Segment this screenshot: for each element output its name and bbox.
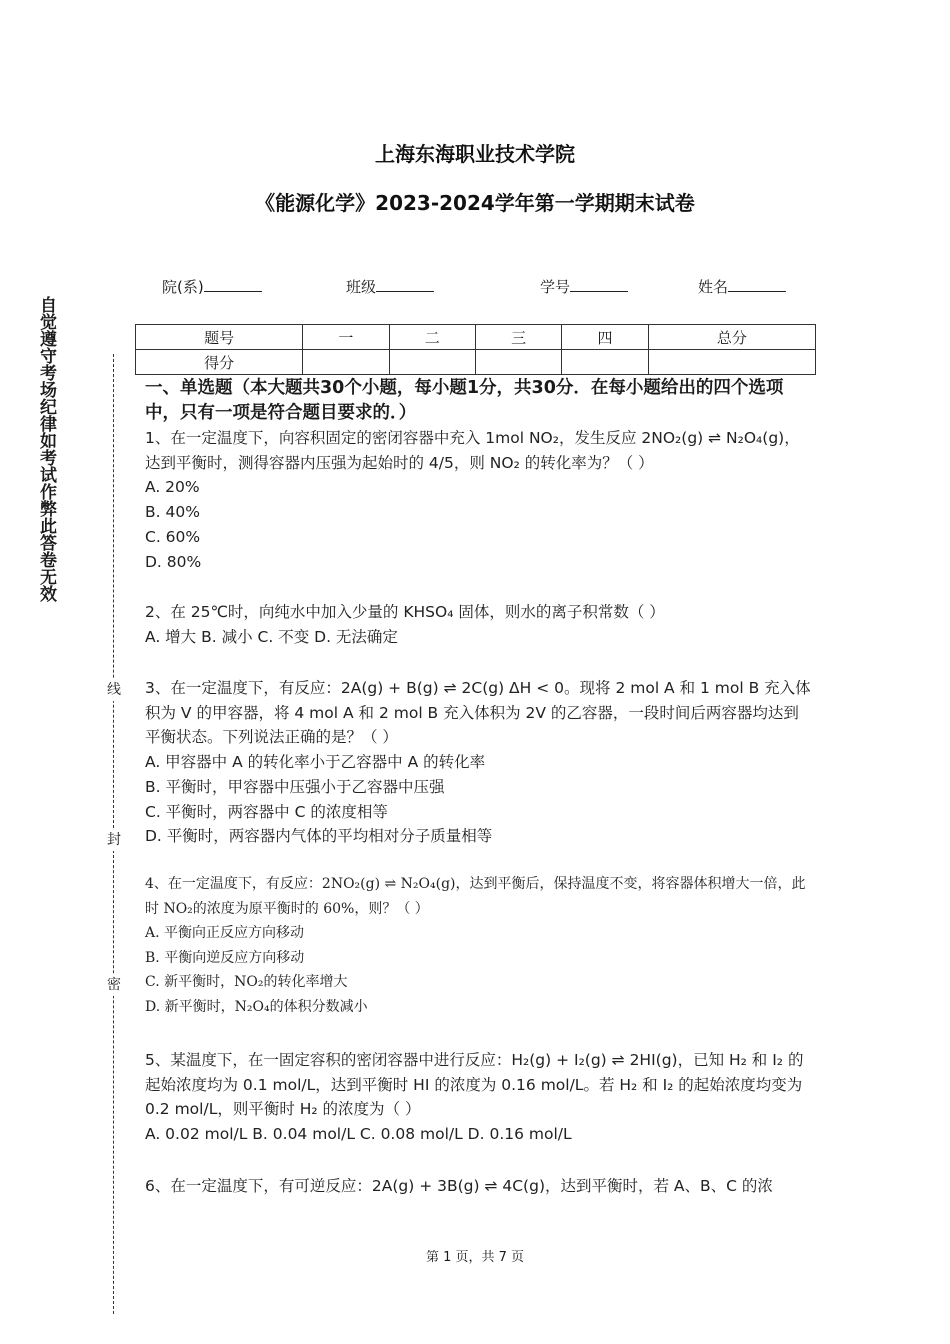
class-label: 班级 — [346, 278, 377, 296]
id-blank[interactable] — [570, 277, 628, 292]
question-6 — [145, 1174, 813, 1199]
score-table-cell: 题号 — [136, 325, 303, 350]
option-b[interactable]: B. 平衡向逆反应方向移动 — [145, 949, 305, 966]
score-cell-total[interactable] — [648, 350, 815, 375]
option-d[interactable]: D. 80% — [145, 552, 202, 571]
seal-mark-seal: 封 — [104, 829, 124, 851]
score-table-cell: 总分 — [648, 325, 815, 350]
score-cell-3[interactable] — [475, 350, 561, 375]
name-field — [698, 276, 786, 297]
name-blank[interactable] — [728, 277, 786, 292]
question-5 — [145, 1048, 813, 1147]
school-title: 上海东海职业技术学院 — [375, 142, 575, 166]
option-a[interactable]: A. 平衡向正反应方向移动 — [145, 925, 305, 942]
question-2 — [145, 600, 813, 649]
score-table-score-row — [136, 350, 816, 375]
options-line[interactable]: A. 0.02 mol/L B. 0.04 mol/L C. 0.08 mol/L D. 0.16 mol/L — [145, 1125, 572, 1144]
option-a[interactable]: A. 20% — [145, 478, 200, 497]
option-c[interactable]: C. 平衡时，两容器中 C 的浓度相等 — [145, 802, 388, 821]
question-stem: 3、在一定温度下，有反应：2A(g) + B(g) ⇌ 2C(g) ΔH < 0。现将 2 mol A 和 1 mol B 充入体积为 V 的甲容器，将 4 mol A 和 2 mol B 充入体积为 2V 的乙容器，一段时间后两容器均达到平衡状态。下列说法正确的是？（ ） — [145, 679, 811, 747]
name-label: 姓名 — [698, 278, 729, 296]
exam-discipline-notice: 自觉遵守考场纪律如考试作弊此答卷无效 — [36, 296, 56, 602]
score-table-cell: 二 — [389, 325, 475, 350]
class-field — [346, 276, 434, 297]
question-stem: 4、在一定温度下，有反应：2NO₂(g) ⇌ N₂O₄(g)，达到平衡后，保持温度不变，将容器体积增大一倍，此时 NO₂的浓度为原平衡时的 60%，则？（ ） — [145, 876, 806, 917]
option-d[interactable]: D. 平衡时，两容器内气体的平均相对分子质量相等 — [145, 827, 493, 846]
id-field — [540, 276, 628, 297]
score-cell-2[interactable] — [389, 350, 475, 375]
question-stem: 5、某温度下，在一固定容积的密闭容器中进行反应：H₂(g) + I₂(g) ⇌ 2HI(g)，已知 H₂ 和 I₂ 的起始浓度均为 0.1 mol/L，达到平衡时 HI 的浓度为 0.16 mol/L。若 H₂ 和 I₂ 的起始浓度均变为 0.2 mol/L，则平衡时 H₂ 的浓度为（ ） — [145, 1051, 804, 1119]
class-blank[interactable] — [376, 277, 434, 292]
option-d[interactable]: D. 新平衡时，N₂O₄的体积分数减小 — [145, 998, 368, 1015]
score-cell-4[interactable] — [562, 350, 648, 375]
option-a[interactable]: A. 甲容器中 A 的转化率小于乙容器中 A 的转化率 — [145, 753, 486, 772]
dept-label: 院(系) — [162, 278, 204, 296]
question-stem: 6、在一定温度下，有可逆反应：2A(g) + 3B(g) ⇌ 4C(g)，达到平衡时，若 A、B、C 的浓 — [145, 1177, 773, 1195]
exam-title: 《能源化学》2023-2024学年第一学期期末试卷 — [255, 191, 695, 215]
score-cell-1[interactable] — [303, 350, 389, 375]
options-line[interactable]: A. 增大 B. 减小 C. 不变 D. 无法确定 — [145, 627, 398, 646]
option-c[interactable]: C. 新平衡时，NO₂的转化率增大 — [145, 974, 348, 991]
question-4 — [145, 872, 813, 1020]
option-b[interactable]: B. 平衡时，甲容器中压强小于乙容器中压强 — [145, 777, 445, 796]
dept-field — [162, 276, 262, 297]
score-table-cell: 一 — [303, 325, 389, 350]
seal-mark-secret: 密 — [104, 974, 124, 996]
option-c[interactable]: C. 60% — [145, 527, 201, 546]
section-heading: 一、单选题（本大题共30个小题，每小题1分，共30分．在每小题给出的四个选项中，只有一项是符合题目要求的．） — [145, 378, 784, 423]
question-stem: 1、在一定温度下，向容积固定的密闭容器中充入 1mol NO₂，发生反应 2NO₂(g) ⇌ N₂O₄(g)，达到平衡时，测得容器内压强为起始时的 4/5，则 NO₂ 的转化率为？（ ） — [145, 429, 800, 472]
option-b[interactable]: B. 40% — [145, 503, 200, 522]
seal-mark-line: 线 — [104, 679, 124, 701]
dept-blank[interactable] — [204, 277, 262, 292]
id-label: 学号 — [540, 278, 571, 296]
score-table-cell: 四 — [562, 325, 648, 350]
score-table-cell: 三 — [475, 325, 561, 350]
question-3 — [145, 676, 813, 849]
question-stem: 2、在 25℃时，向纯水中加入少量的 KHSO₄ 固体，则水的离子积常数（ ） — [145, 603, 665, 621]
score-table-cell: 得分 — [136, 350, 303, 375]
question-1 — [145, 426, 813, 574]
score-table-header-row — [136, 325, 816, 350]
page-number: 第 1 页，共 7 页 — [425, 1250, 525, 1265]
score-table — [135, 324, 816, 375]
